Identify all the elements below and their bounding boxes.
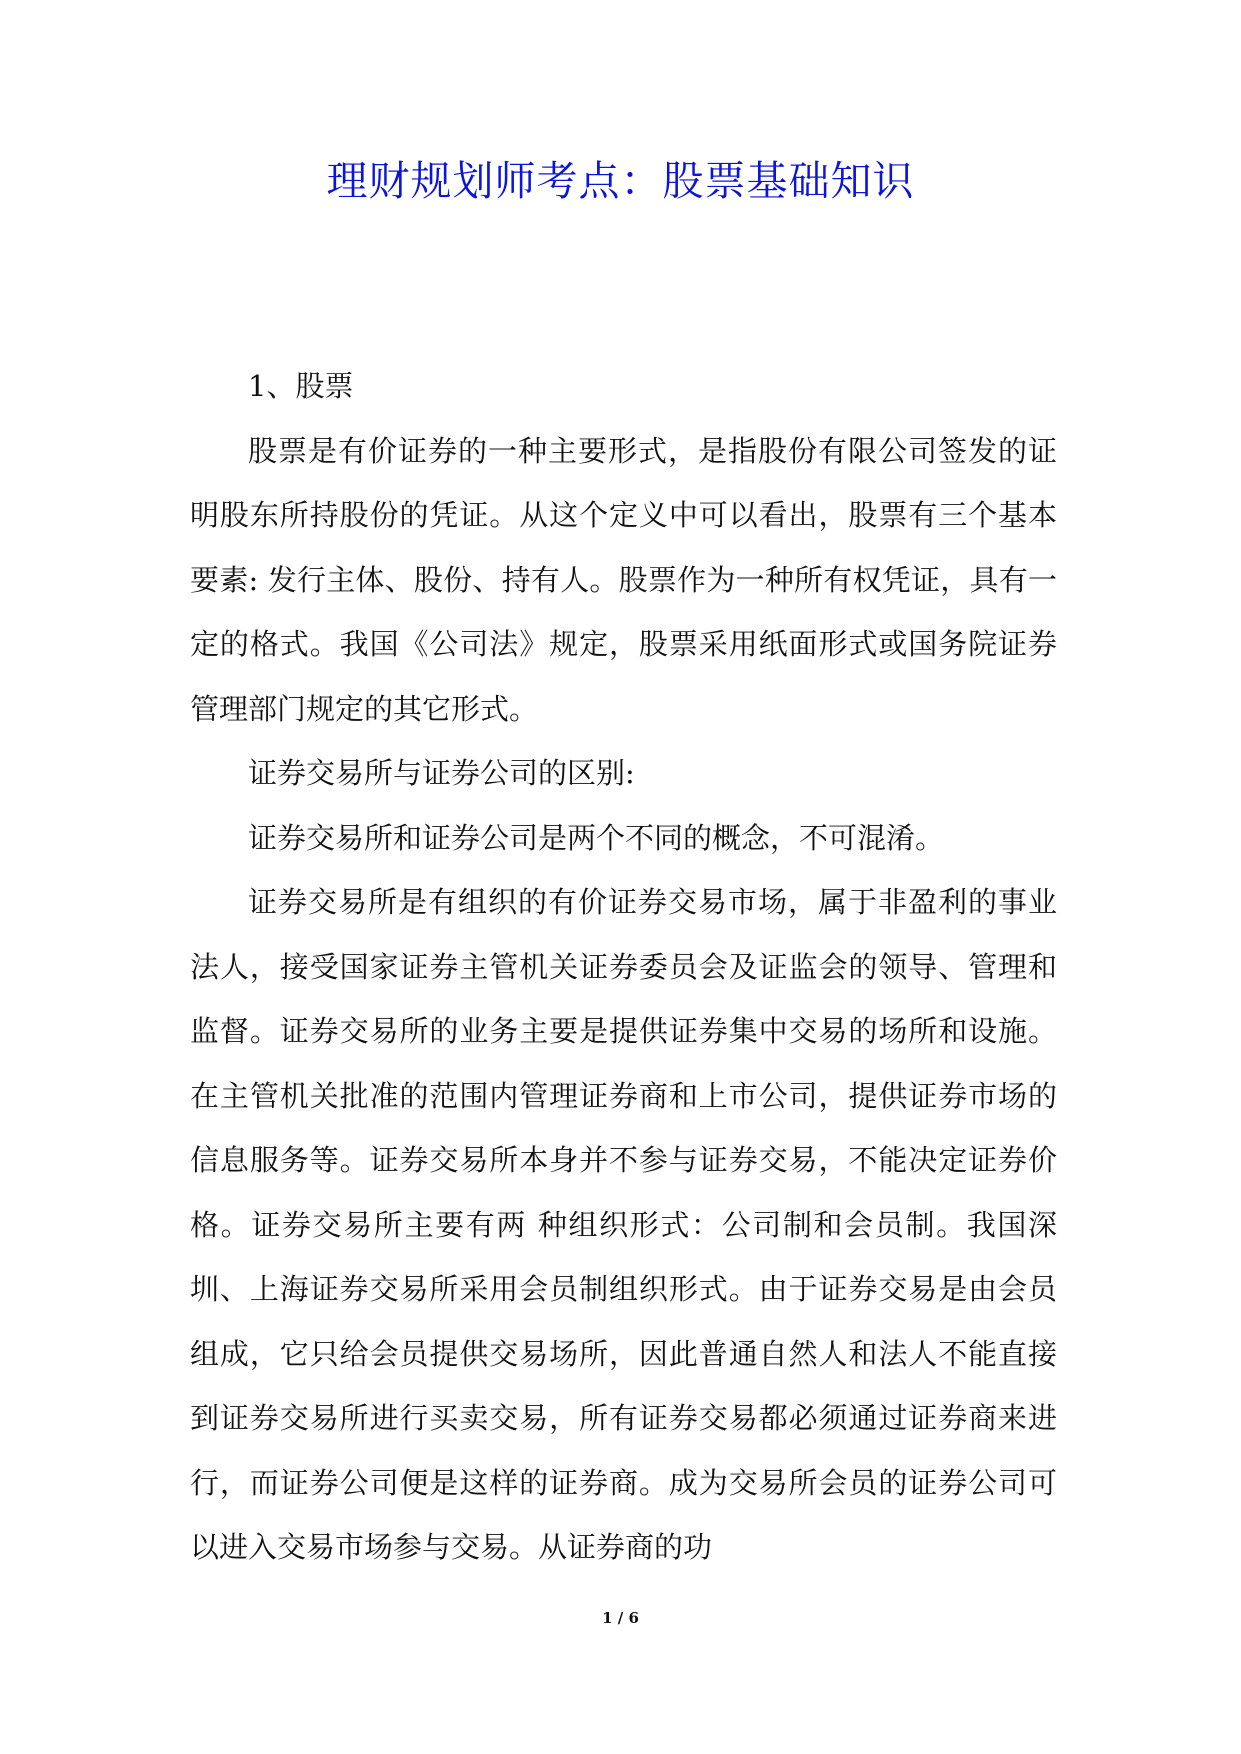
paragraph-exchange-description: 证券交易所是有组织的有价证券交易市场，属于非盈利的事业法人，接受国家证券主管机关证券委员会及证监会的领导、管理和监督。证券交易所的业务主要是提供证券集中交易的场所和设施。在主管机关批准的范围内管理证券商和上市公司，提供证券市场的信息服务等。证券交易所本身并不参与证券交易，不能决定证券价格。证券交易所主要有两 种组织形式：公司制和会员制。我国深圳、上海证券交易所采用会员制组织形式。由于证券交易是由会员组成，它只给会员提供交易场所，因此普通自然人和法人不能直接到证券交易所进行买卖交易，所有证券交易都必须通过证券商来进行，而证券公司便是这样的证券商。成为交易所会员的证券公司可以进入交易市场参与交易。从证券商的功: [190, 885, 1057, 1564]
document-title: 理财规划师考点：股票基础知识: [326, 157, 915, 205]
section-heading-difference: 证券交易所与证券公司的区别:: [248, 756, 635, 790]
document-body: [190, 354, 1057, 1580]
page-number: 1 / 6: [602, 1609, 639, 1627]
paragraph-concepts: 证券交易所和证券公司是两个不同的概念，不可混淆。: [248, 820, 945, 855]
section-heading-stock: 1、股票: [248, 369, 354, 403]
paragraph-stock-definition: 股票是有价证券的一种主要形式，是指股份有限公司签发的证明股东所持股份的凭证。从这个定义中可以看出，股票有三个基本要素: 发行主体、股份、持有人。股票作为一种所有权凭证，具有一定的格式。我国《公司法》规定，股票采用纸面形式或国务院证券管理部门规定的其它形式。: [190, 433, 1057, 726]
